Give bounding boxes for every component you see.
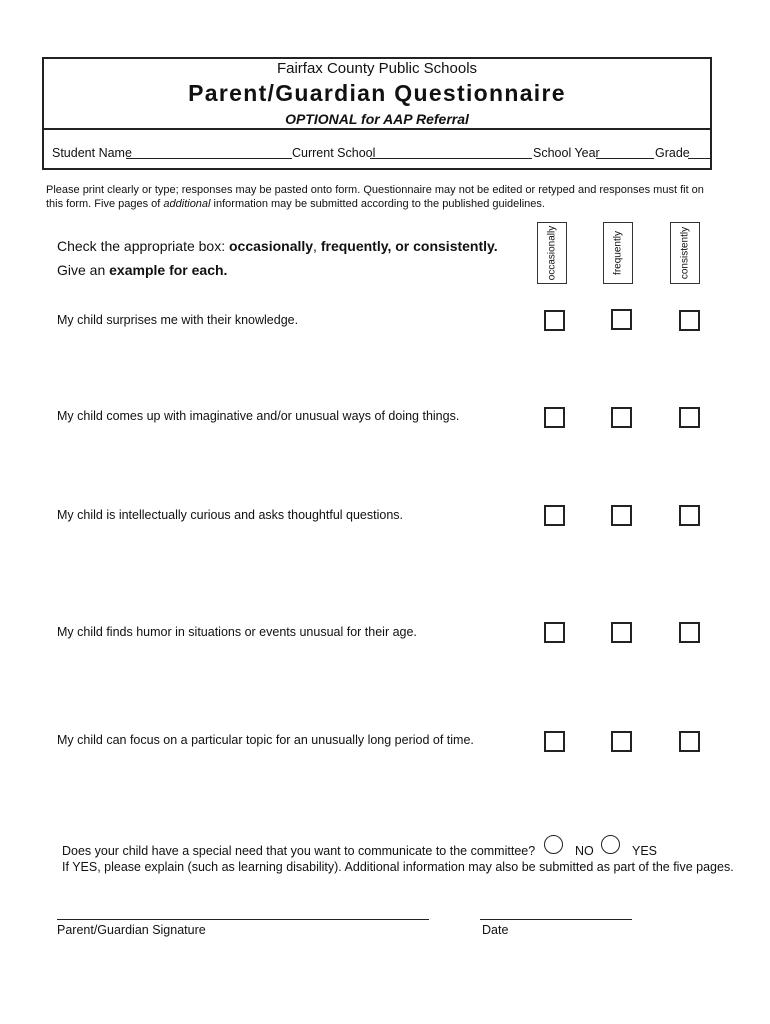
column-header-frequently: frequently — [603, 222, 633, 284]
page-subtitle: OPTIONAL for AAP Referral — [285, 111, 469, 127]
question-3: My child is intellectually curious and asks thoughtful questions. — [57, 508, 404, 522]
q3-occasionally-checkbox[interactable] — [544, 505, 565, 526]
current-school-field[interactable] — [370, 158, 532, 159]
student-name-label: Student Name — [52, 146, 132, 160]
grade-field[interactable] — [688, 158, 710, 159]
signature-label: Parent/Guardian Signature — [57, 923, 206, 937]
special-need-yes-label: YES — [632, 844, 658, 858]
header-divider — [42, 128, 712, 130]
grade-label: Grade — [655, 146, 690, 160]
q4-consistently-checkbox[interactable] — [679, 622, 700, 643]
column-header-consistently: consistently — [670, 222, 700, 284]
check-instruction: Check the appropriate box: occasionally, frequently, or consistently. — [57, 238, 498, 254]
q1-occasionally-checkbox[interactable] — [544, 310, 565, 331]
question-1: My child surprises me with their knowledge. — [57, 313, 299, 327]
question-5: My child can focus on a particular topic for an unusually long period of time. — [57, 733, 474, 747]
school-year-label: School Year — [533, 146, 600, 160]
special-need-yes-radio[interactable] — [601, 835, 620, 854]
question-2: My child comes up with imaginative and/or unusual ways of doing things. — [57, 409, 460, 423]
q4-occasionally-checkbox[interactable] — [544, 622, 565, 643]
special-need-no-label: NO — [575, 844, 594, 858]
signature-line[interactable] — [57, 919, 429, 920]
q2-occasionally-checkbox[interactable] — [544, 407, 565, 428]
special-need-explanation: If YES, please explain (such as learning disability). Additional information may also be submitted as part of the five pages. — [62, 860, 734, 874]
current-school-label: Current School — [292, 146, 376, 160]
column-header-occasionally: occasionally — [537, 222, 567, 284]
q1-frequently-checkbox[interactable] — [611, 309, 632, 330]
q3-consistently-checkbox[interactable] — [679, 505, 700, 526]
instructions-text: Please print clearly or type; responses may be pasted onto form. Questionnaire may not be edited or retyped and responses must fit on this form. Five pages of additional information may be submitted according to the published guidelines. — [46, 184, 704, 210]
q2-frequently-checkbox[interactable] — [611, 407, 632, 428]
example-instruction: Give an example for each. — [57, 262, 228, 278]
q4-frequently-checkbox[interactable] — [611, 622, 632, 643]
question-4: My child finds humor in situations or events unusual for their age. — [57, 625, 417, 639]
q5-frequently-checkbox[interactable] — [611, 731, 632, 752]
school-year-field[interactable] — [596, 158, 654, 159]
q3-frequently-checkbox[interactable] — [611, 505, 632, 526]
special-need-question: Does your child have a special need that you want to communicate to the committee? — [62, 844, 536, 858]
q5-consistently-checkbox[interactable] — [679, 731, 700, 752]
date-line[interactable] — [480, 919, 632, 920]
q5-occasionally-checkbox[interactable] — [544, 731, 565, 752]
date-label: Date — [482, 923, 509, 937]
student-name-field[interactable] — [126, 158, 292, 159]
district-name: Fairfax County Public Schools — [276, 60, 478, 77]
q2-consistently-checkbox[interactable] — [679, 407, 700, 428]
page-title: Parent/Guardian Questionnaire — [188, 80, 566, 106]
special-need-no-radio[interactable] — [544, 835, 563, 854]
q1-consistently-checkbox[interactable] — [679, 310, 700, 331]
